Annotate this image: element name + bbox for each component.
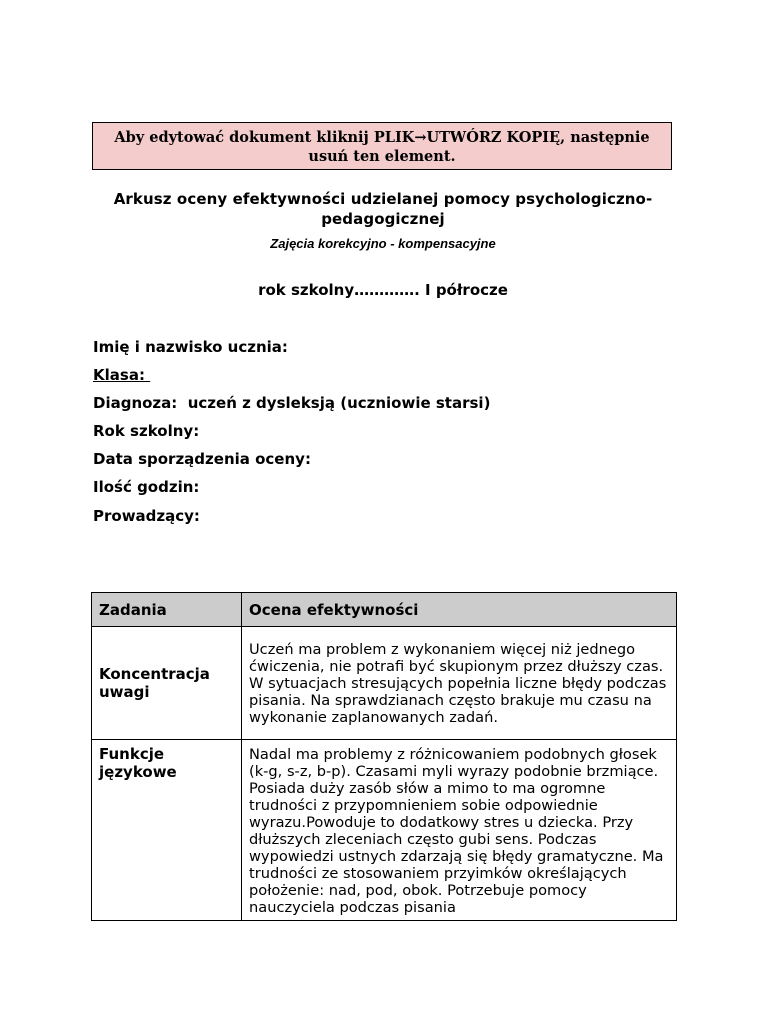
assessment-cell: Uczeń ma problem z wykonaniem więcej niż jednego ćwiczenia, nie potrafi być skupionym przez dłuższy czas. W sytuacjach stresujących popełnia liczne błędy podczas pisania. Na sprawdzianach często brakuje mu czasu na wykonanie zaplanowanych zadań. [242, 627, 677, 740]
hours-label: Ilość godzin: [93, 478, 200, 496]
student-name-label: Imię i nazwisko ucznia: [93, 338, 288, 356]
document-subtitle: Zajęcia korekcyjno - kompensacyjne [270, 236, 496, 251]
school-year-semester-line: rok szkolny…………. I półrocze [258, 281, 508, 299]
assessment-table [91, 592, 677, 921]
diagnosis-label: Diagnoza: uczeń z dysleksją (uczniowie starsi) [93, 394, 491, 412]
column-header-tasks: Zadania [92, 593, 242, 627]
assessment-date-label: Data sporządzenia oceny: [93, 450, 311, 468]
class-label: Klasa: [93, 366, 151, 384]
edit-instructions-notice: Aby edytować dokument kliknij PLIK→UTWÓRZ KOPIĘ, następnie usuń ten element. [92, 122, 672, 170]
school-year-label: Rok szkolny: [93, 422, 200, 440]
assessment-cell: Nadal ma problemy z różnicowaniem podobnych głosek (k-g, s-z, b-p). Czasami myli wyrazy podobnie brzmiące. Posiada duży zasób słów a mimo to ma ogromne trudności z przypomnieniem sobie odpowiednie wyrazu.Powoduje to dodatkowy stres u dziecka. Przy dłuższych zleceniach często gubi sens. Podczas wypowiedzi ustnych zdarzają się błędy gramatyczne. Ma trudności ze stosowaniem przyimków określających położenie: nad, pod, obok. Potrzebuje pomocy nauczyciela podczas pisania [242, 740, 677, 921]
table-row [92, 627, 677, 740]
task-cell: Koncentracja uwagi [92, 627, 242, 740]
teacher-label: Prowadzący: [93, 507, 200, 525]
document-title-line-2: pedagogicznej [321, 210, 445, 228]
table-header-row [92, 593, 677, 627]
column-header-assessment: Ocena efektywności [242, 593, 677, 627]
document-title-line-1: Arkusz oceny efektywności udzielanej pomocy psychologiczno- [113, 190, 653, 208]
document-title [92, 189, 674, 229]
table-row [92, 740, 677, 921]
task-cell: Funkcje językowe [92, 740, 242, 921]
